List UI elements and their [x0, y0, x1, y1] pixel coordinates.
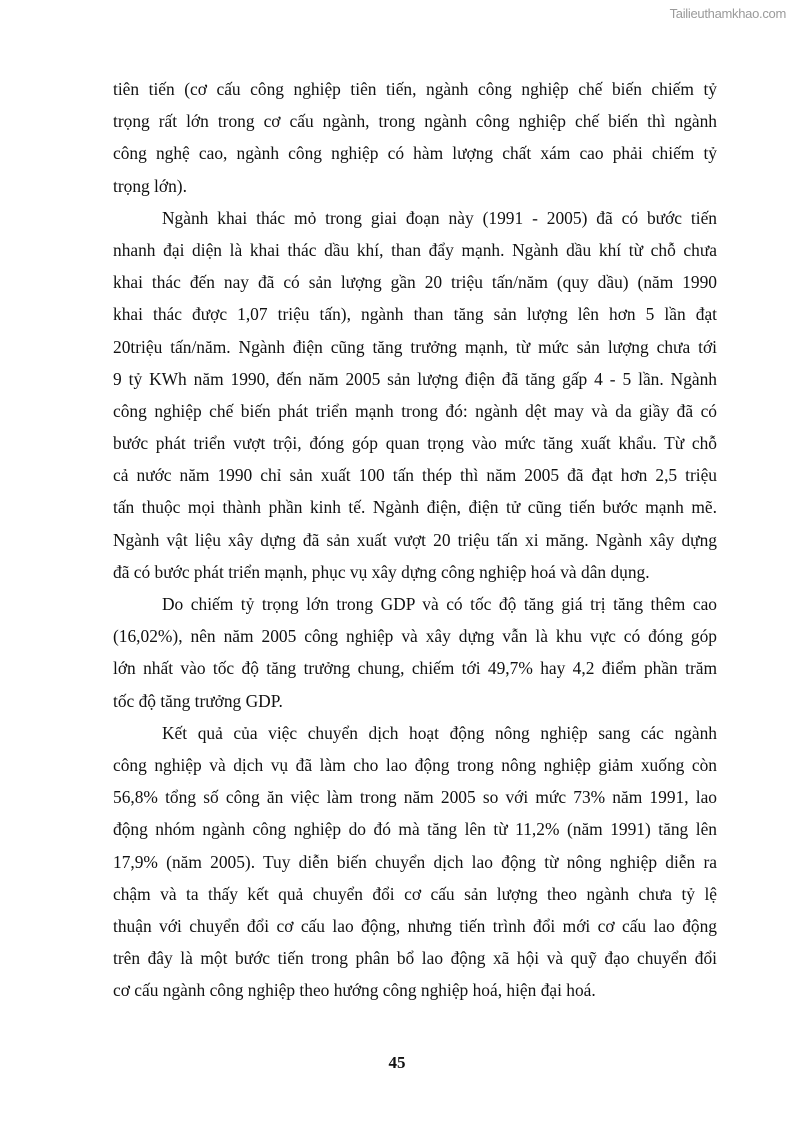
page-number: 45 — [388, 1053, 406, 1072]
text-line: khai thác đến nay đã có sản lượng gần 20 triệu tấn/năm (quy dầu) (năm 1990 — [113, 272, 717, 293]
text-line: thuận với chuyển đổi cơ cấu lao động, nhưng tiến trình đổi mới cơ cấu lao động — [113, 915, 717, 936]
text-line: cả nước năm 1990 chỉ sản xuất 100 tấn thép thì năm 2005 đã đạt hơn 2,5 triệu — [113, 465, 717, 486]
text-line: công nghệ cao, ngành công nghiệp có hàm lượng chất xám cao phải chiếm tỷ — [113, 143, 717, 164]
text-line: lớn nhất vào tốc độ tăng trưởng chung, chiếm tới 49,7% hay 4,2 điểm phần trăm — [113, 658, 717, 679]
text-line: Do chiếm tỷ trọng lớn trong GDP và có tốc độ tăng giá trị tăng thêm cao — [162, 594, 717, 614]
text-line: 20triệu tấn/năm. Ngành điện cũng tăng trưởng mạnh, từ mức sản lượng chưa tới — [113, 336, 717, 357]
text-line: 56,8% tổng số công ăn việc làm trong năm 2005 so với mức 73% năm 1991, lao — [113, 787, 717, 808]
text-line: động nhóm ngành công nghiệp do đó mà tăng lên từ 11,2% (năm 1991) tăng lên — [113, 819, 717, 840]
text-line: công nghiệp chế biến phát triển mạnh trong đó: ngành dệt may và da giầy đã có — [113, 400, 717, 421]
text-line: trọng lớn). — [113, 175, 187, 196]
text-line: bước phát triển vượt trội, đóng góp quan trọng vào mức tăng xuất khẩu. Từ chỗ — [113, 433, 717, 454]
text-line: trọng rất lớn trong cơ cấu ngành, trong ngành công nghiệp chế biến thì ngành — [113, 111, 717, 132]
paragraph — [113, 588, 717, 717]
text-line: chậm và ta thấy kết quả chuyển đổi cơ cấu sản lượng theo ngành chưa tỷ lệ — [113, 883, 717, 904]
text-line: tốc độ tăng trưởng GDP. — [113, 690, 283, 711]
text-line: tiên tiến (cơ cấu công nghiệp tiên tiến, ngành công nghiệp chế biến chiếm tỷ — [113, 79, 717, 99]
text-line: khai thác được 1,07 triệu tấn), ngành than tăng sản lượng lên hơn 5 lần đạt — [113, 304, 717, 325]
paragraph — [113, 73, 717, 202]
text-line: cơ cấu ngành công nghiệp theo hướng công nghiệp hoá, hiện đại hoá. — [113, 980, 596, 1001]
text-line: tấn thuộc mọi thành phần kinh tế. Ngành điện, điện tử cũng tiến bước mạnh mẽ. — [113, 497, 717, 518]
text-line: 17,9% (năm 2005). Tuy diễn biến chuyển dịch lao động từ nông nghiệp diễn ra — [113, 851, 717, 872]
document-body — [113, 73, 717, 1006]
text-line: Ngành khai thác mỏ trong giai đoạn này (1991 - 2005) đã có bước tiến — [162, 207, 717, 228]
text-line: Kết quả của việc chuyển dịch hoạt động nông nghiệp sang các ngành — [162, 722, 717, 743]
paragraph — [113, 202, 717, 588]
text-line: công nghiệp và dịch vụ đã làm cho lao động trong nông nghiệp giảm xuống còn — [113, 754, 717, 775]
text-line: nhanh đại diện là khai thác dầu khí, than đẩy mạnh. Ngành dầu khí từ chỗ chưa — [113, 239, 717, 260]
text-line: đã có bước phát triển mạnh, phục vụ xây dựng công nghiệp hoá và dân dụng. — [113, 561, 650, 582]
text-line: 9 tỷ KWh năm 1990, đến năm 2005 sản lượng điện đã tăng gấp 4 - 5 lần. Ngành — [113, 368, 717, 389]
paragraph — [113, 717, 717, 1007]
text-line: Ngành vật liệu xây dựng đã sản xuất vượt 20 triệu tấn xi măng. Ngành xây dựng — [113, 529, 717, 550]
text-line: (16,02%), nên năm 2005 công nghiệp và xây dựng vẫn là khu vực có đóng góp — [113, 626, 717, 647]
text-line: trên đây là một bước tiến trong phân bổ lao động xã hội và quỹ đạo chuyển đổi — [113, 948, 717, 969]
watermark: Tailieuthamkhao.com — [669, 6, 786, 21]
